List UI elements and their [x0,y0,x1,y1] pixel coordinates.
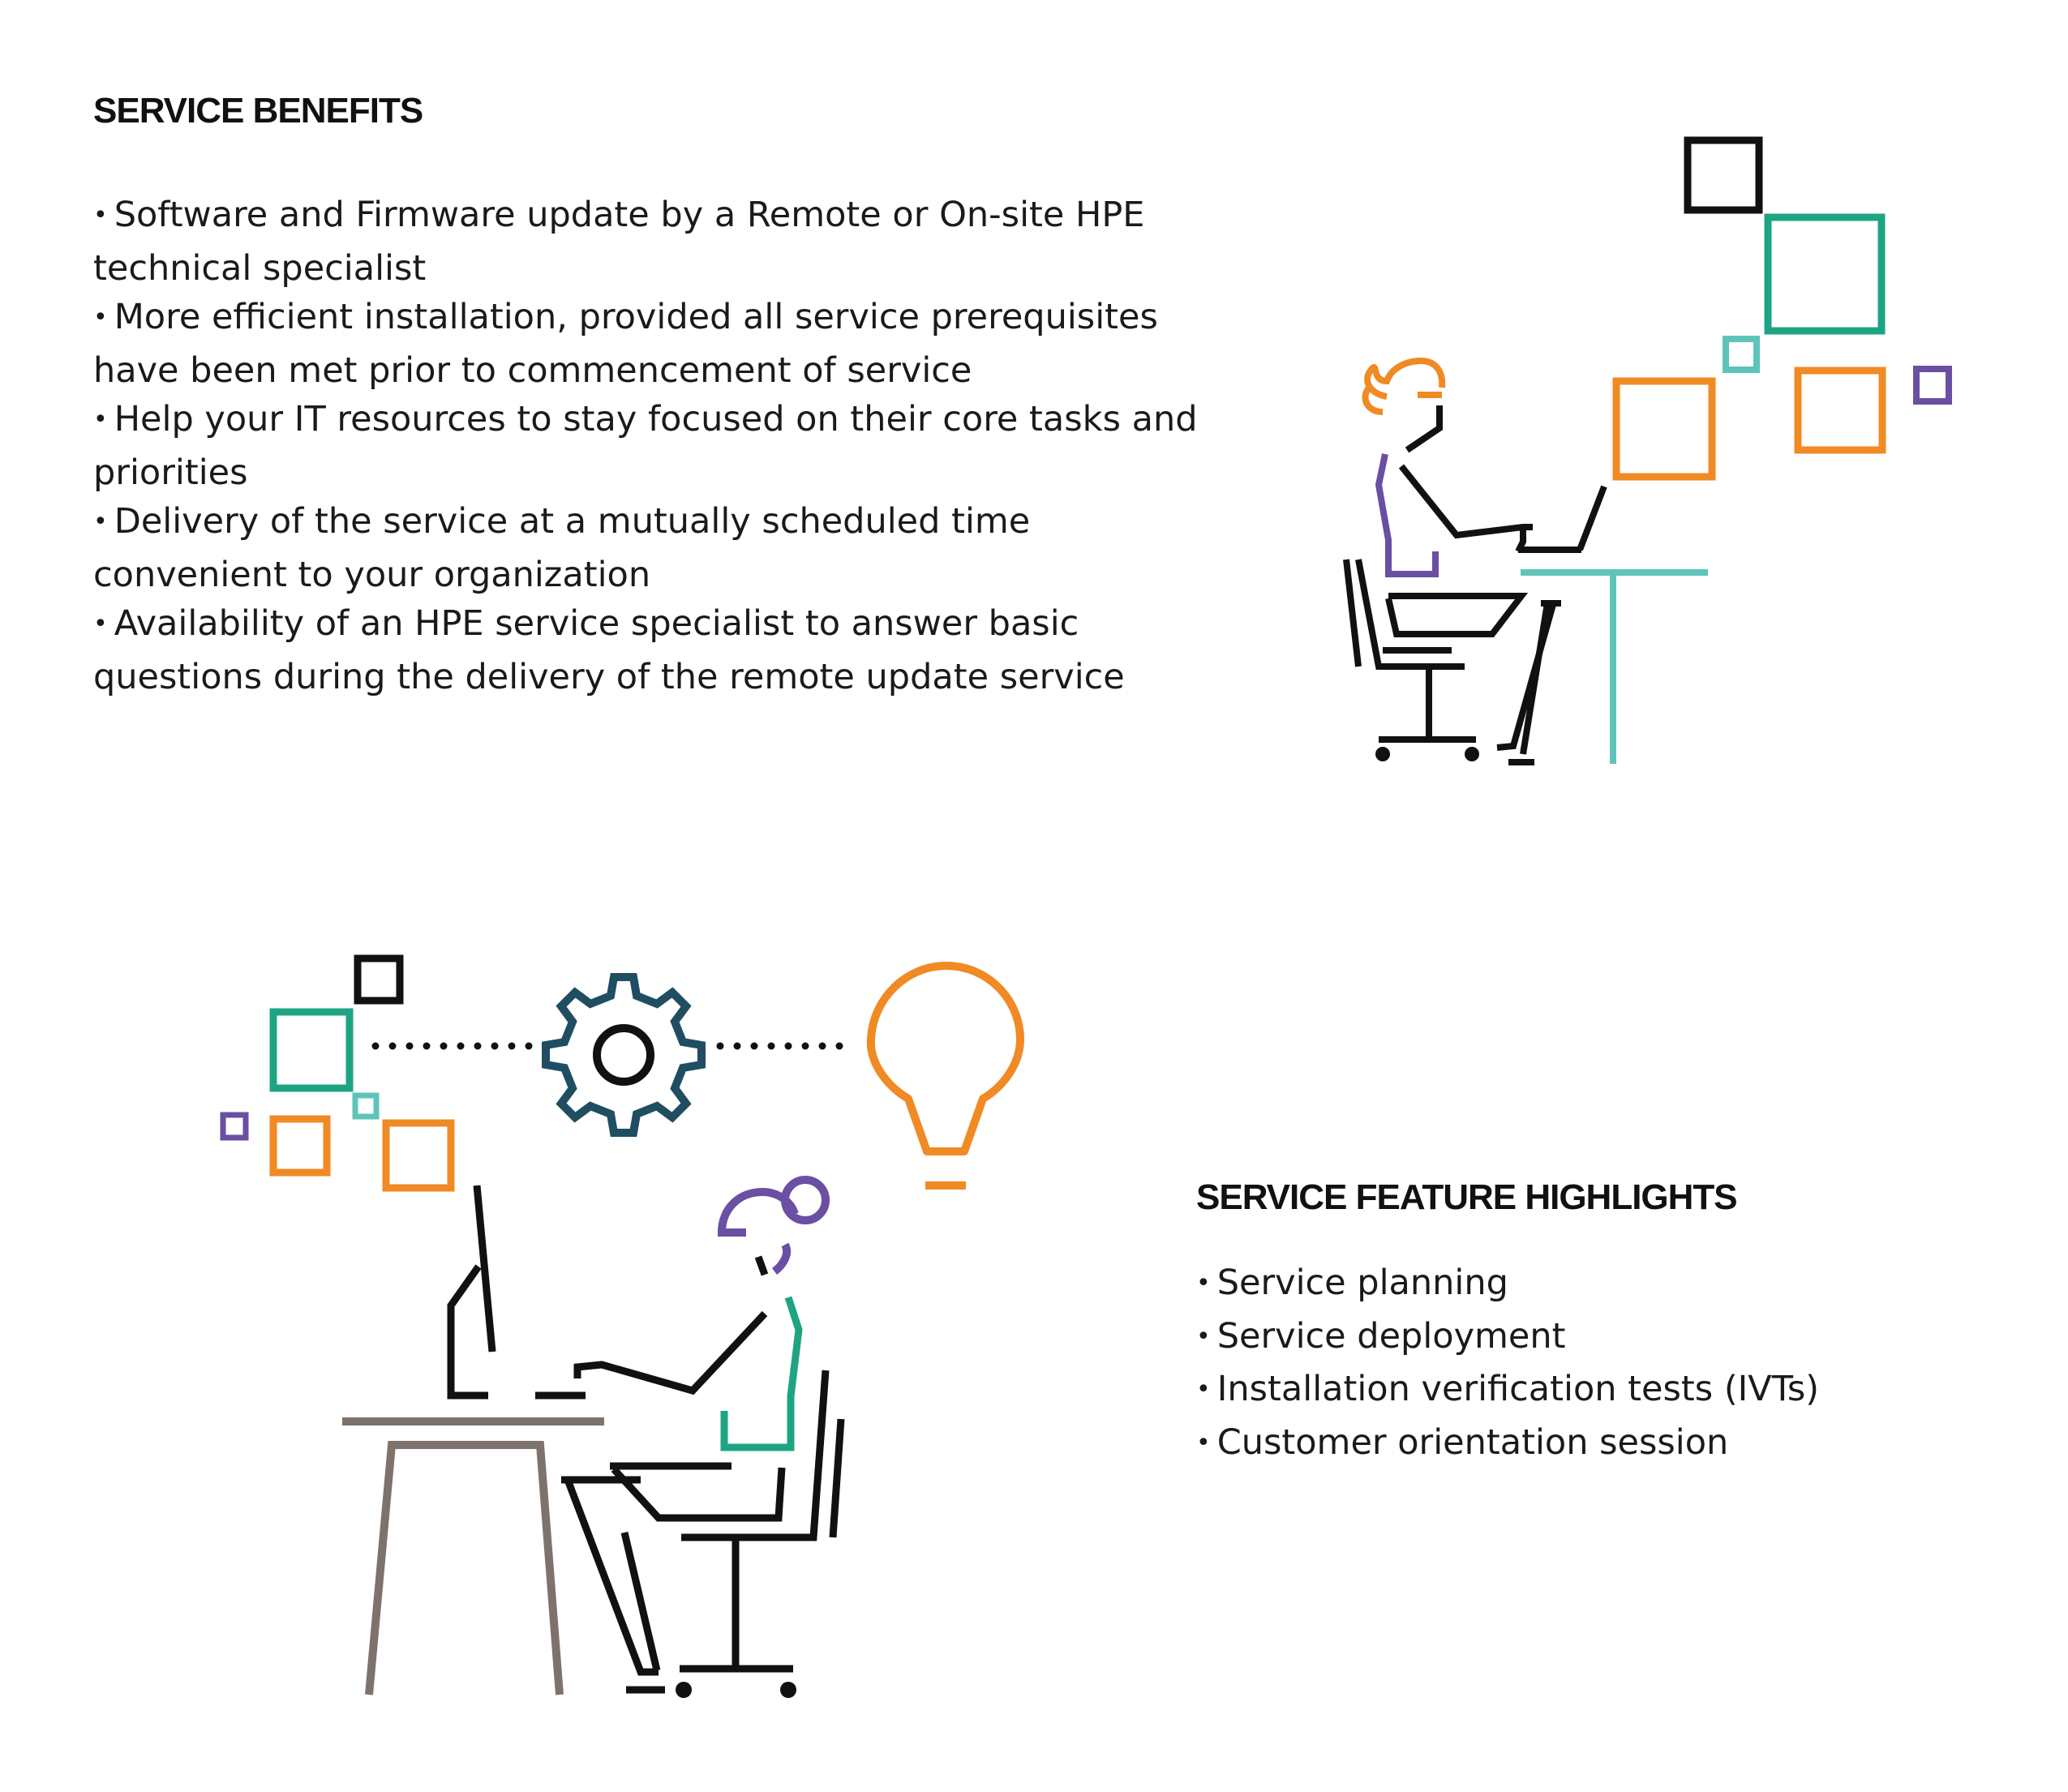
service-feature-highlights-heading: SERVICE FEATURE HIGHLIGHTS [1196,1177,1737,1217]
lightbulb-icon [871,966,1020,1185]
desk [342,1421,604,1695]
person-head [718,1180,826,1271]
list-item: • Service deployment [1196,1312,1926,1365]
service-benefits-heading: SERVICE BENEFITS [93,91,423,131]
list-item: • Availability of an HPE service specialist to answer basic questions during the delivery of the remote update service [93,599,1212,701]
list-item: • Delivery of the service at a mutually scheduled time convenient to your organization [93,497,1212,599]
square-icon [273,1119,327,1173]
square-icon [273,1012,350,1088]
list-item: • Help your IT resources to stay focused on their core tasks and priorities [93,395,1212,497]
chair-wheel [676,1682,692,1698]
square-icon [355,1095,376,1117]
list-item: • Software and Firmware update by a Remote or On-site HPE technical specialist [93,191,1212,293]
chair-wheel [780,1682,796,1698]
list-item: • More efficient installation, provided all service prerequisites have been met prior to commencement of service [93,293,1212,395]
gear-icon [546,977,701,1133]
square-icon [223,1115,246,1138]
list-item: • Customer orientation session [1196,1418,1926,1472]
square-icon [358,958,400,1001]
list-item: • Installation verification tests (IVTs) [1196,1365,1926,1418]
list-item: • Service planning [1196,1258,1926,1312]
square-icon [386,1123,451,1188]
